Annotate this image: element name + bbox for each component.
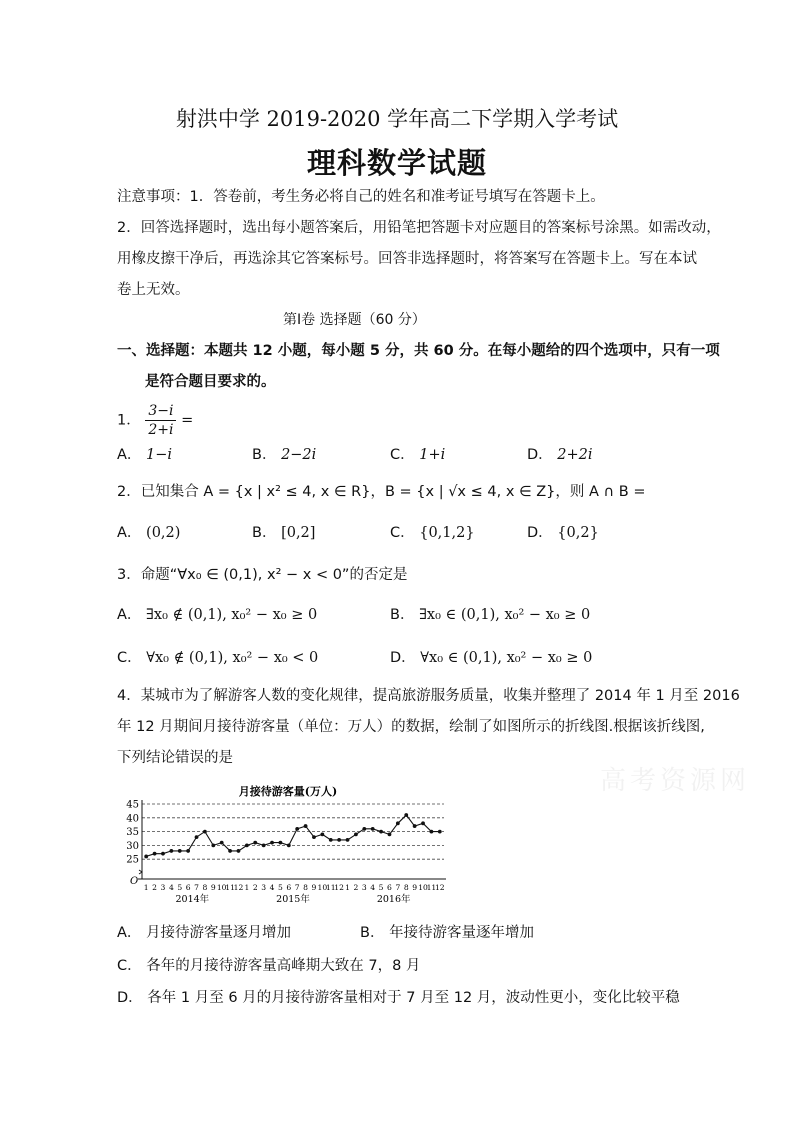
data-point: [430, 830, 434, 834]
q4-line-3: 下列结论错误的是: [117, 750, 233, 766]
x-tick-label: 10: [317, 883, 328, 892]
q1-stem: [117, 402, 193, 439]
x-tick-label: 6: [387, 883, 392, 892]
x-tick-label: 3: [160, 883, 166, 892]
data-point: [253, 841, 257, 845]
x-tick-label: 4: [269, 883, 275, 892]
data-point: [237, 849, 241, 853]
x-tick-label: 8: [202, 883, 208, 892]
year-label: 2016年: [376, 894, 411, 905]
q3-option-d: D． ∀x₀ ∈ (0,1), x₀² − x₀ ≥ 0: [390, 650, 593, 666]
q1-frac-den: 2+i: [148, 422, 174, 438]
x-tick-label: 7: [395, 883, 401, 892]
data-point: [211, 844, 215, 848]
data-point: [404, 813, 408, 817]
q1-frac-num: 3−i: [145, 402, 176, 421]
q1-option-d: D． 2+2i: [527, 447, 593, 463]
data-point: [220, 841, 224, 845]
x-tick-label: 2: [252, 883, 258, 892]
data-point: [312, 835, 316, 839]
x-tick-label: 3: [261, 883, 267, 892]
x-tick-label: 12: [334, 883, 344, 892]
data-point: [438, 830, 442, 834]
x-tick-label: 2: [353, 883, 359, 892]
x-tick-label: 2: [152, 883, 158, 892]
q2-stem: 2．已知集合 A = {x | x² ≤ 4, x ∈ R}，B = {x | √x ≤ 4, x ∈ Z}，则 A ∩ B =: [117, 484, 646, 500]
x-tick-label: 10: [418, 883, 428, 892]
x-tick-label: 7: [294, 883, 300, 892]
x-tick-label: 12: [434, 883, 445, 892]
y-tick-label: 35: [126, 827, 139, 839]
data-point: [388, 832, 392, 836]
x-tick-label: 5: [378, 883, 384, 892]
x-tick-label: 5: [277, 883, 283, 892]
q3-option-b: B． ∃x₀ ∈ (0,1), x₀² − x₀ ≥ 0: [390, 607, 591, 623]
q2-option-b: B． [0,2]: [252, 525, 316, 541]
x-tick-label: 9: [210, 883, 216, 892]
q2-option-a: A． (0,2): [117, 525, 181, 541]
q4-option-d: D． 各年 1 月至 6 月的月接待游客量相对于 7 月至 12 月，波动性更小，变化比较平稳: [117, 990, 680, 1006]
q1-number: 1．: [117, 412, 141, 429]
data-point: [279, 841, 283, 845]
q4-option-a: A． 月接待游客量逐月增加: [117, 925, 292, 941]
data-point: [287, 844, 291, 848]
x-tick-label: 12: [233, 883, 244, 892]
y-tick-label: 45: [126, 799, 139, 811]
q2-option-d: D． {0,2}: [527, 525, 599, 541]
q4-line-1: 4．某城市为了解游客人数的变化规律，提高旅游服务质量，收集并整理了 2014 年 1 月至 2016: [117, 688, 740, 704]
data-point: [203, 830, 207, 834]
data-point: [144, 855, 148, 859]
q1-fraction: [145, 402, 176, 439]
x-tick-label: 8: [403, 883, 409, 892]
q3-stem: 3．命题“∀x₀ ∈ (0,1), x² − x < 0”的否定是: [117, 567, 408, 583]
notes-line-2: 2．回答选择题时，选出每小题答案后，用铅笔把答题卡对应题目的答案标号涂黑。如需改动，: [117, 220, 721, 236]
x-tick-label: 7: [194, 883, 199, 892]
q1-option-b: B． 2−2i: [252, 447, 317, 463]
data-point: [379, 830, 383, 834]
data-point: [262, 844, 266, 848]
y-tick-label: 30: [126, 840, 139, 852]
series-line: [146, 815, 440, 856]
x-tick-label: 8: [303, 883, 309, 892]
q2-option-c: C． {0,1,2}: [390, 525, 475, 541]
watermark: 高考资源网: [600, 766, 751, 796]
section-title: 第Ⅰ卷 选择题（60 分）: [283, 312, 426, 328]
x-tick-label: 4: [168, 883, 174, 892]
data-point: [178, 849, 182, 853]
y-tick-label: 25: [126, 854, 139, 866]
q1-equals: =: [181, 412, 194, 429]
notes-line-1: 注意事项：1．答卷前，考生务必将自己的姓名和准考证号填写在答题卡上。: [117, 189, 605, 205]
data-point: [346, 838, 350, 842]
q3-option-a: A． ∃x₀ ∉ (0,1), x₀² − x₀ ≥ 0: [117, 607, 318, 623]
subject-title: 理科数学试题: [306, 146, 487, 180]
data-point: [304, 824, 308, 828]
origin-label: O: [130, 876, 139, 887]
x-tick-label: 1: [345, 883, 350, 892]
x-tick-label: 9: [311, 883, 317, 892]
x-tick-label: 6: [185, 883, 191, 892]
x-tick-label: 1: [244, 883, 250, 892]
data-point: [337, 838, 341, 842]
section-intro-2: 是符合题目要求的。: [145, 374, 276, 390]
q4-line-2: 年 12 月期间月接待游客量（单位：万人）的数据，绘制了如图所示的折线图.根据该折线图,: [117, 719, 705, 735]
q3-option-c: C． ∀x₀ ∉ (0,1), x₀² − x₀ < 0: [117, 650, 319, 666]
data-point: [354, 832, 358, 836]
data-point: [169, 849, 173, 853]
data-point: [161, 852, 165, 856]
data-point: [320, 832, 324, 836]
data-point: [413, 824, 417, 828]
data-point: [421, 821, 425, 825]
year-label: 2014年: [175, 894, 210, 905]
year-label: 2015年: [276, 894, 310, 905]
data-point: [396, 821, 400, 825]
x-tick-label: 1: [143, 883, 149, 892]
x-tick-label: 10: [216, 883, 227, 892]
q1-option-a: A． 1−i: [117, 447, 173, 463]
data-point: [270, 841, 274, 845]
x-tick-label: 9: [412, 883, 418, 892]
data-point: [245, 844, 249, 848]
chart-title: 月接待游客量(万人): [238, 785, 338, 798]
data-point: [371, 827, 375, 831]
x-tick-label: 11: [426, 883, 437, 892]
exam-title: 射洪中学 2019-2020 学年高二下学期入学考试: [175, 107, 619, 131]
data-point: [195, 835, 199, 839]
y-tick-label: 40: [126, 813, 139, 825]
data-point: [362, 827, 366, 831]
x-tick-label: 4: [370, 883, 376, 892]
data-point: [295, 827, 299, 831]
data-point: [329, 838, 333, 842]
x-tick-label: 6: [286, 883, 292, 892]
q1-option-c: C． 1+i: [390, 447, 446, 463]
q4-option-c: C． 各年的月接待游客量高峰期大致在 7，8 月: [117, 958, 421, 974]
visitor-line-chart: [112, 776, 452, 908]
x-tick-label: 5: [177, 883, 183, 892]
x-tick-label: 11: [325, 883, 336, 892]
data-point: [228, 849, 232, 853]
data-point: [153, 852, 157, 856]
notes-line-3: 用橡皮擦干净后，再选涂其它答案标号。回答非选择题时，将答案写在答题卡上。写在本试: [117, 251, 697, 267]
notes-line-4: 卷上无效。: [117, 282, 190, 298]
x-tick-label: 11: [225, 883, 235, 892]
section-intro-1: 一、选择题：本题共 12 小题，每小题 5 分，共 60 分。在每小题给的四个选项中，只有一项: [117, 343, 720, 359]
data-point: [186, 849, 190, 853]
q4-option-b: B． 年接待游客量逐年增加: [360, 925, 535, 941]
x-tick-label: 3: [361, 883, 367, 892]
